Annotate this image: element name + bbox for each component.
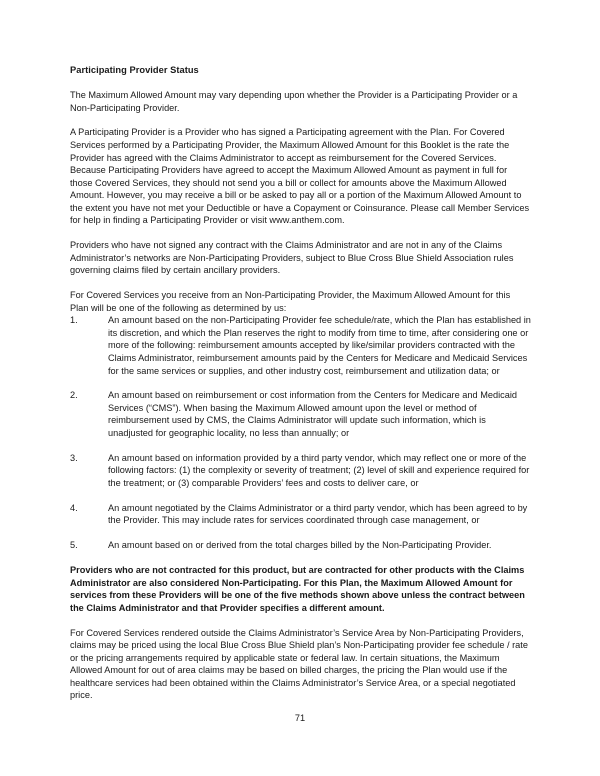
list-item bbox=[70, 389, 531, 439]
paragraph-participating-provider-definition: A Participating Provider is a Provider who has signed a Participating agreement with the Plan. For Covered Services performed by a Participating Provider, the Maximum Allowed Amount for this Booklet is the rate the Provider has agreed with the Claims Administrator to accept as reimbursement for the Covered Services. Because Participating Providers have agreed to accept the Maximum Allowed Amount as payment in full for those Covered Services, they should not send you a bill or collect for amounts above the Maximum Allowed Amount. However, you may receive a bill or be asked to pay all or a portion of the Maximum Allowed Amount to the extent you have not met your Deductible or have a Copayment or Coinsurance. Please call Member Services for help in finding a Participating Provider or visit www.anthem.com. bbox=[70, 127, 530, 226]
list-item-marker: 3. bbox=[70, 452, 78, 463]
list-item-text: An amount based on information provided by a third party vendor, which may reflect one or more of the following factors: (1) the complexity or severity of treatment; (2) level of skill and experience required for the treatment; or (3) comparable Providers’ fees and costs to deliver care, or bbox=[108, 452, 530, 488]
paragraph-non-participating-providers-definition: Providers who have not signed any contract with the Claims Administrator and are not in any of the Claims Administrator’s networks are Non-Participating Providers, subject to Blue Cross Blue Shield Association rules governing claims filed by certain ancillary providers. bbox=[70, 240, 514, 276]
list-item bbox=[70, 539, 531, 552]
list-item-marker: 5. bbox=[70, 540, 78, 551]
list-item bbox=[70, 502, 531, 527]
page-content bbox=[70, 64, 531, 714]
list-item bbox=[70, 314, 531, 377]
section-heading: Participating Provider Status bbox=[70, 65, 199, 75]
list-item-marker: 4. bbox=[70, 502, 78, 513]
paragraph-non-contracted-providers-emphasis: Providers who are not contracted for this product, but are contracted for other products with the Claims Administrator are also considered Non-Participating. For this Plan, the Maximum Allowed Amount for services from these Providers will be one of the five methods shown above unless the contract between the Claims Administrator and that Provider specifies a different amount. bbox=[70, 565, 525, 613]
list-item bbox=[70, 452, 531, 490]
list-item-text: An amount negotiated by the Claims Administrator or a third party vendor, which has been agreed to by the Provider. This may include rates for services coordinated through case management, or bbox=[108, 502, 528, 526]
maximum-allowed-amount-methods-list bbox=[70, 314, 531, 551]
list-item-marker: 1. bbox=[70, 315, 78, 326]
list-item-marker: 2. bbox=[70, 390, 78, 401]
paragraph-maximum-allowed-amount-varies: The Maximum Allowed Amount may vary depending upon whether the Provider is a Participating Provider or a Non-Participating Provider. bbox=[70, 89, 518, 113]
list-item-text: An amount based on the non-Participating Provider fee schedule/rate, which the Plan has established in its discretion, and which the Plan reserves the right to modify from time to time, after considering one or more of the following: reimbursement amounts accepted by like/similar providers contracted with the Claims Administrator, reimbursement amounts paid by the Centers for Medicare and Medicaid Services for the same services or supplies, and other industry cost, reimbursement and utilization data; or bbox=[108, 315, 531, 376]
page-number: 71 bbox=[294, 713, 306, 723]
paragraph-out-of-area-services: For Covered Services rendered outside the Claims Administrator’s Service Area by Non-Participating Providers, claims may be priced using the local Blue Cross Blue Shield plan’s Non-Participating provider fee schedule / rate or the pricing arrangements required by applicable state or federal law. In certain situations, the Maximum Allowed Amount for out of area claims may be based on billed charges, the pricing the Plan would use if the healthcare services had been obtained within the Claims Administrator’s Service Area, or a special negotiated price. bbox=[70, 627, 528, 701]
list-item-text: An amount based on or derived from the total charges billed by the Non-Participating Provider. bbox=[108, 540, 492, 551]
list-item-text: An amount based on reimbursement or cost information from the Centers for Medicare and Medicaid Services (“CMS”). When basing the Maximum Allowed amount upon the level or method of reimbursement used by CMS, the Claims Administrator will update such information, which is unadjusted for geographic locality, no less than annually; or bbox=[108, 390, 518, 439]
paragraph-list-intro: For Covered Services you receive from an Non-Participating Provider, the Maximum Allowed Amount for this Plan will be one of the following as determined by us: bbox=[70, 290, 511, 313]
